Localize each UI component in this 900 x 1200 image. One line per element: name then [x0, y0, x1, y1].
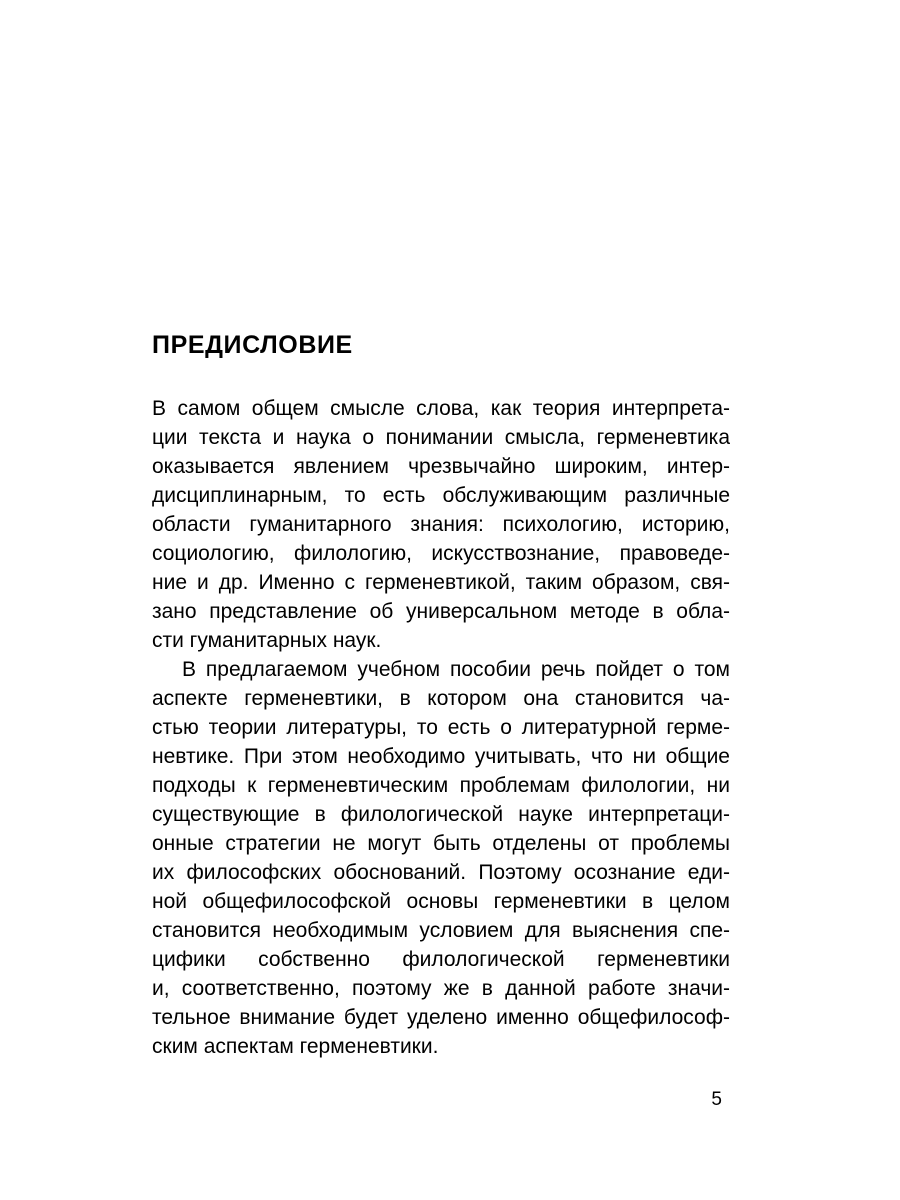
text-line: ции текста и наука о понимании смысла, герменевтика	[152, 426, 730, 449]
text-line: дисциплинарным, то есть обслуживающим различные	[152, 484, 730, 507]
text-line: В самом общем смысле слова, как теория интерпрета-	[152, 397, 730, 420]
text-line: цифики собственно филологической герменевтики	[152, 948, 730, 971]
text-line: ние и др. Именно с герменевтикой, таким образом, свя-	[152, 571, 730, 594]
text-line: сти гуманитарных наук.	[152, 629, 382, 652]
text-line: онные стратегии не могут быть отделены от проблемы	[152, 832, 730, 855]
text-line: зано представление об универсальном методе в обла-	[152, 600, 730, 623]
page-title: ПРЕДИСЛОВИЕ	[152, 331, 353, 359]
text-line: их философских обоснований. Поэтому осознание еди-	[152, 861, 730, 884]
text-line: становится необходимым условием для выяснения спе-	[152, 919, 730, 942]
text-line: невтике. При этом необходимо учитывать, что ни общие	[152, 745, 730, 768]
page-number: 5	[711, 1089, 722, 1110]
body-text	[152, 394, 730, 1061]
text-line: области гуманитарного знания: психологию, историю,	[152, 513, 730, 536]
text-line: оказывается явлением чрезвычайно широким, интер-	[152, 455, 730, 478]
text-line: существующие в филологической науке интерпретаци-	[152, 803, 730, 826]
text-line: аспекте герменевтики, в котором она становится ча-	[152, 687, 730, 710]
text-line: ским аспектам герменевтики.	[152, 1035, 439, 1058]
text-line: и, соответственно, поэтому же в данной работе значи-	[152, 977, 730, 1000]
text-line: тельное внимание будет уделено именно общефилософ-	[152, 1006, 730, 1029]
text-line: В предлагаемом учебном пособии речь пойдет о том	[182, 658, 730, 681]
text-line: подходы к герменевтическим проблемам филологии, ни	[152, 774, 730, 797]
text-line: ной общефилософской основы герменевтики в целом	[152, 890, 730, 913]
text-line: социологию, филологию, искусствознание, правоведе-	[152, 542, 730, 565]
text-line: стью теории литературы, то есть о литературной герме-	[152, 716, 730, 739]
